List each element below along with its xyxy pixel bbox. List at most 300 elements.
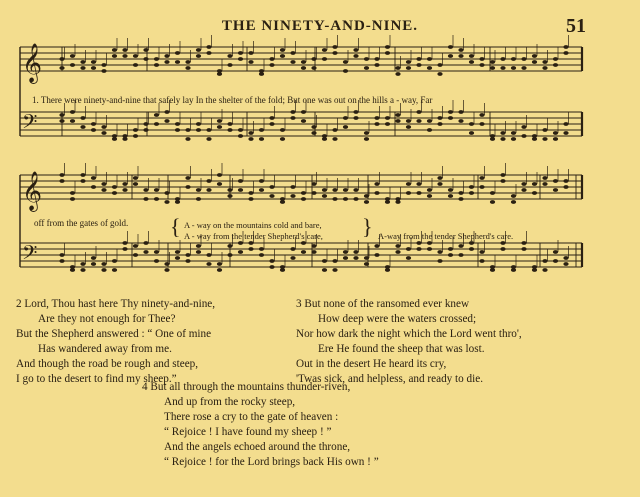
note-head [553, 250, 558, 254]
note-head [301, 66, 306, 70]
note-head [511, 268, 516, 272]
note-head [154, 113, 159, 117]
note-head [248, 131, 253, 135]
note-head [490, 66, 495, 70]
note-head [416, 182, 421, 186]
note-head [164, 54, 169, 58]
note-head [133, 253, 138, 257]
note-head [59, 57, 64, 61]
note-head [133, 182, 138, 186]
note-head [542, 259, 547, 263]
note-head [343, 256, 348, 260]
note-head [343, 116, 348, 120]
note-head [437, 259, 442, 263]
note-head [458, 110, 463, 114]
note-head [80, 116, 85, 120]
note-head [322, 268, 327, 272]
note-head [469, 247, 474, 251]
note-head [238, 188, 243, 192]
note-head [164, 262, 169, 266]
note-head [91, 128, 96, 132]
note-head [448, 188, 453, 192]
note-head [164, 60, 169, 64]
note-head [143, 122, 148, 126]
note-head [553, 188, 558, 192]
note-head [332, 51, 337, 55]
note-head [374, 122, 379, 126]
note-head [101, 131, 106, 135]
note-head [364, 131, 369, 135]
note-head [374, 191, 379, 195]
note-head [332, 259, 337, 263]
note-head [217, 125, 222, 129]
note-head [563, 185, 568, 189]
note-head [395, 66, 400, 70]
note-head [154, 259, 159, 263]
note-head [227, 253, 232, 257]
hymn-title: THE NINETY-AND-NINE. [221, 18, 419, 34]
note-head [269, 63, 274, 67]
note-head [479, 63, 484, 67]
note-head [238, 241, 243, 245]
system2-lyric-line-a: A - way on the mountains cold and bare, [184, 220, 322, 230]
note-head [133, 134, 138, 138]
system2-lyric-left: off from the gates of gold. [34, 218, 129, 228]
note-head [364, 256, 369, 260]
note-head [448, 54, 453, 58]
note-head [542, 176, 547, 180]
note-head [458, 54, 463, 58]
note-head [259, 72, 264, 76]
note-head [427, 128, 432, 132]
note-head [269, 259, 274, 263]
note-head [437, 72, 442, 76]
note-head [80, 125, 85, 129]
note-head [490, 191, 495, 195]
note-head [406, 247, 411, 251]
note-head [427, 194, 432, 198]
note-head [185, 185, 190, 189]
note-head [91, 262, 96, 266]
note-head [353, 188, 358, 192]
note-head [500, 66, 505, 70]
note-head [238, 128, 243, 132]
note-head [448, 253, 453, 257]
note-head [259, 137, 264, 141]
note-head [238, 134, 243, 138]
note-head [280, 268, 285, 272]
note-head [406, 191, 411, 195]
note-head [290, 60, 295, 64]
system1-lyric: 1. There were ninety-and-nine that safely lay In the shelter of the fold; But one was out on the hills a - way, Far [32, 95, 433, 105]
note-head [364, 262, 369, 266]
note-head [206, 137, 211, 141]
note-head [164, 191, 169, 195]
note-head [374, 57, 379, 61]
note-head [217, 262, 222, 266]
lyric-brace-right: } [362, 214, 373, 239]
note-head [175, 256, 180, 260]
note-head [521, 188, 526, 192]
note-head [553, 259, 558, 263]
note-head [217, 182, 222, 186]
note-head [406, 125, 411, 129]
note-head [133, 128, 138, 132]
note-head [343, 250, 348, 254]
note-head [259, 188, 264, 192]
note-head [500, 131, 505, 135]
verse-4: 4 But all through the mountains thunder-riven, And up from the rocky steep, There rose a cry to the gate of heaven : “ Rejoice ! I have found my sheep ! ” And the angels echoed around the throne, “ Rejoice ! for the Lord brings back His own ! ” [142, 381, 379, 468]
note-head [80, 179, 85, 183]
note-head [70, 268, 75, 272]
note-head [112, 54, 117, 58]
note-head [311, 125, 316, 129]
note-head [112, 48, 117, 52]
note-head [416, 57, 421, 61]
note-head [479, 176, 484, 180]
note-head [269, 57, 274, 61]
note-head [133, 54, 138, 58]
note-head [164, 110, 169, 114]
note-head [311, 57, 316, 61]
note-head [490, 60, 495, 64]
note-head [101, 268, 106, 272]
note-head [542, 60, 547, 64]
note-head [175, 200, 180, 204]
note-head [374, 116, 379, 120]
note-head [269, 122, 274, 126]
note-head [532, 191, 537, 195]
note-head [500, 137, 505, 141]
note-head [122, 188, 127, 192]
note-head [343, 197, 348, 201]
note-head [133, 176, 138, 180]
note-head [374, 63, 379, 67]
note-head [406, 119, 411, 123]
note-head [227, 244, 232, 248]
note-head [322, 188, 327, 192]
note-head [374, 244, 379, 248]
note-head [311, 191, 316, 195]
note-head [185, 176, 190, 180]
note-head [469, 185, 474, 189]
note-head [385, 122, 390, 126]
note-head [59, 113, 64, 117]
note-head [122, 241, 127, 245]
note-head [196, 197, 201, 201]
note-head [563, 256, 568, 260]
note-head [206, 262, 211, 266]
note-head [395, 72, 400, 76]
note-head [353, 54, 358, 58]
note-head [301, 119, 306, 123]
note-head [206, 51, 211, 55]
note-head [101, 69, 106, 73]
note-head [269, 194, 274, 198]
note-head [122, 54, 127, 58]
note-head [248, 137, 253, 141]
note-head [143, 241, 148, 245]
note-head [500, 247, 505, 251]
note-head [322, 48, 327, 52]
note-head [532, 182, 537, 186]
note-head [91, 185, 96, 189]
note-head [332, 137, 337, 141]
note-head [154, 188, 159, 192]
note-head [479, 259, 484, 263]
note-head [259, 247, 264, 251]
note-head [458, 244, 463, 248]
note-head [80, 268, 85, 272]
note-head [59, 253, 64, 257]
note-head [458, 197, 463, 201]
note-head [59, 259, 64, 263]
note-head [185, 137, 190, 141]
note-head [364, 137, 369, 141]
note-head [448, 247, 453, 251]
note-head [227, 128, 232, 132]
note-head [196, 122, 201, 126]
note-head [416, 110, 421, 114]
note-head [332, 197, 337, 201]
note-head [80, 60, 85, 64]
note-head [280, 128, 285, 132]
note-head [154, 197, 159, 201]
note-head [416, 241, 421, 245]
note-head [385, 268, 390, 272]
note-head [521, 57, 526, 61]
note-head [101, 188, 106, 192]
note-head [301, 60, 306, 64]
note-head [311, 244, 316, 248]
note-head [427, 66, 432, 70]
note-head [217, 119, 222, 123]
note-head [143, 188, 148, 192]
note-head [542, 182, 547, 186]
note-head [185, 259, 190, 263]
note-head [59, 119, 64, 123]
note-head [395, 200, 400, 204]
note-head [154, 63, 159, 67]
note-head [185, 253, 190, 257]
note-head [143, 57, 148, 61]
note-head [185, 66, 190, 70]
note-head [248, 197, 253, 201]
note-head [70, 54, 75, 58]
verse-3: 3 But none of the ransomed ever knew How deep were the waters crossed; Nor how dark the night which the Lord went thro', Ere He found the sheep that was lost. Out in the desert He heard its cry, 'Twas sick, and helpless, and ready to die. [296, 298, 522, 385]
note-head [311, 66, 316, 70]
note-head [469, 131, 474, 135]
note-head [259, 253, 264, 257]
note-head [301, 191, 306, 195]
note-head [353, 110, 358, 114]
note-head [301, 250, 306, 254]
note-head [59, 66, 64, 70]
note-head [458, 48, 463, 52]
note-head [70, 119, 75, 123]
note-head [143, 197, 148, 201]
note-head [238, 179, 243, 183]
note-head [227, 122, 232, 126]
note-head [301, 110, 306, 114]
note-head [490, 137, 495, 141]
note-head [238, 57, 243, 61]
verse-2: 2 Lord, Thou hast here Thy ninety-and-nine, Are they not enough for Thee? But the Shepherd answered : “ One of mine Has wandered away from me. And though the road be rough and steep, I go to the desert to find my sheep.” [16, 298, 216, 385]
note-head [374, 253, 379, 257]
note-head [290, 110, 295, 114]
note-head [175, 128, 180, 132]
clefs [22, 43, 42, 269]
note-head [469, 54, 474, 58]
note-head [500, 57, 505, 61]
note-head [80, 173, 85, 177]
note-head [479, 57, 484, 61]
note-head [511, 200, 516, 204]
note-head [395, 250, 400, 254]
note-head [406, 66, 411, 70]
note-head [374, 182, 379, 186]
note-head [364, 57, 369, 61]
note-head [416, 247, 421, 251]
note-head [91, 176, 96, 180]
note-head [311, 250, 316, 254]
note-head [490, 268, 495, 272]
note-head [479, 185, 484, 189]
note-head [437, 63, 442, 67]
note-head [290, 247, 295, 251]
system2-lyric-right: A-way from the tender Shepherd's care. [378, 231, 514, 241]
note-head [563, 51, 568, 55]
note-head [248, 241, 253, 245]
note-head [532, 137, 537, 141]
note-head [427, 119, 432, 123]
note-head [332, 188, 337, 192]
note-head [206, 128, 211, 132]
note-head [269, 265, 274, 269]
note-head [206, 45, 211, 49]
note-head [196, 48, 201, 52]
note-head [353, 256, 358, 260]
note-head [448, 45, 453, 49]
note-head [185, 60, 190, 64]
note-head [311, 131, 316, 135]
note-head [553, 137, 558, 141]
page-number: 51 [566, 15, 586, 37]
note-head [479, 250, 484, 254]
note-head [437, 116, 442, 120]
note-head [500, 241, 505, 245]
note-head [196, 188, 201, 192]
note-head [385, 116, 390, 120]
note-head [343, 60, 348, 64]
note-head [175, 122, 180, 126]
note-head [122, 137, 127, 141]
note-head [175, 51, 180, 55]
note-head [217, 268, 222, 272]
note-head [406, 256, 411, 260]
note-head [511, 66, 516, 70]
note-head [322, 57, 327, 61]
note-head [322, 194, 327, 198]
note-head [385, 200, 390, 204]
note-head [122, 182, 127, 186]
note-head [101, 125, 106, 129]
note-head [416, 191, 421, 195]
note-head [427, 57, 432, 61]
note-head [112, 268, 117, 272]
note-head [175, 250, 180, 254]
note-head [448, 194, 453, 198]
note-head [206, 179, 211, 183]
note-head [301, 241, 306, 245]
note-head [290, 256, 295, 260]
note-head [154, 122, 159, 126]
note-head [364, 66, 369, 70]
note-head [437, 250, 442, 254]
note-head [269, 185, 274, 189]
note-head [458, 119, 463, 123]
note-head [490, 200, 495, 204]
note-head [80, 66, 85, 70]
note-head [521, 134, 526, 138]
note-head [91, 256, 96, 260]
note-head [80, 262, 85, 266]
note-head [511, 137, 516, 141]
note-head [395, 244, 400, 248]
note-head [353, 48, 358, 52]
note-head [553, 57, 558, 61]
note-head [217, 173, 222, 177]
note-head [59, 173, 64, 177]
note-head [143, 48, 148, 52]
note-head [416, 119, 421, 123]
note-head [532, 60, 537, 64]
note-head [143, 128, 148, 132]
note-head [437, 176, 442, 180]
note-head [521, 125, 526, 129]
note-head [133, 63, 138, 67]
note-head [563, 179, 568, 183]
note-head [532, 54, 537, 58]
note-head [269, 116, 274, 120]
note-head [311, 182, 316, 186]
bass-clef-icon: 𝄢 [22, 241, 38, 269]
note-head [469, 241, 474, 245]
note-head [227, 188, 232, 192]
note-head [112, 259, 117, 263]
note-head [458, 191, 463, 195]
note-head [206, 188, 211, 192]
note-head [406, 182, 411, 186]
note-head [259, 179, 264, 183]
note-head [164, 200, 169, 204]
note-head [479, 122, 484, 126]
note-head [122, 247, 127, 251]
note-head [521, 247, 526, 251]
note-head [343, 188, 348, 192]
note-head [70, 110, 75, 114]
note-head [385, 45, 390, 49]
note-head [290, 51, 295, 55]
note-head [238, 51, 243, 55]
note-head [133, 244, 138, 248]
note-head [164, 119, 169, 123]
note-head [332, 268, 337, 272]
treble-clef-icon: 𝄞 [22, 171, 43, 211]
note-head [70, 63, 75, 67]
note-head [290, 116, 295, 120]
note-head [437, 122, 442, 126]
